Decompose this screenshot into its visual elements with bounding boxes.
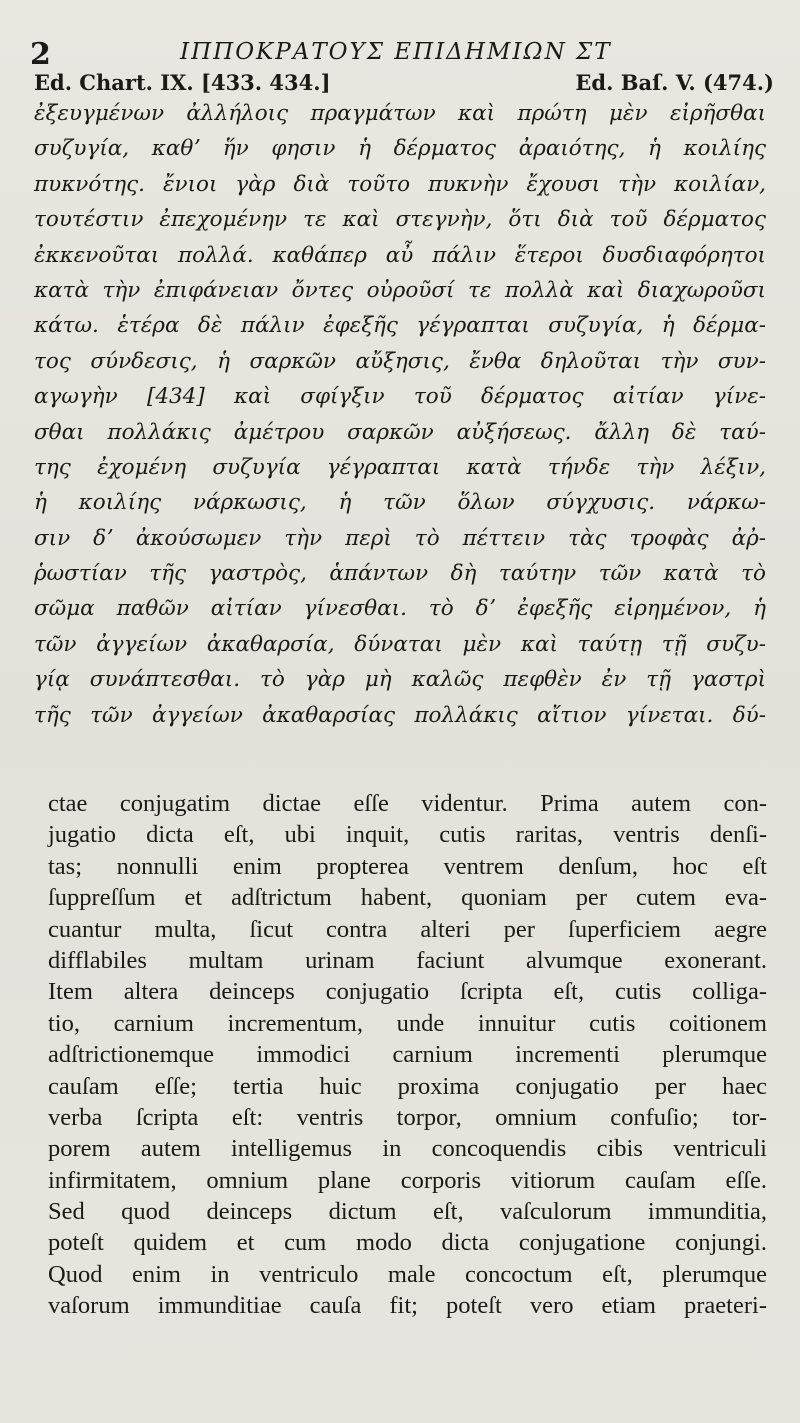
greek-text-line: πυκνότης. ἔνιοι γὰρ διὰ τοῦτο πυκνὴν ἔχουσι τὴν κοιλίαν, (34, 171, 766, 197)
latin-text-line: verba ſcripta eſt: ventris torpor, omnium confuſio; tor- (48, 1103, 767, 1131)
edition-chartier-reference: Ed. Chart. IX. [433. 434.] (34, 70, 331, 95)
edition-line (34, 70, 774, 98)
greek-text-line: της ἐχομένη συζυγία γέγραπται κατὰ τήνδε τὴν λέξιν, (34, 454, 766, 480)
latin-text-line: cuantur multa, ſicut contra alteri per ſuperficiem aegre (48, 915, 767, 943)
greek-text-line: τος σύνδεσις, ἡ σαρκῶν αὔξησις, ἔνθα δηλοῦται τὴν συν- (34, 348, 766, 374)
greek-text-line: σθαι πολλάκις ἀμέτρου σαρκῶν αὐξήσεως. ἄλλη δὲ ταύ- (34, 419, 766, 445)
latin-text-line: difflabiles multam urinam faciunt alvumque exonerant. (48, 946, 767, 974)
greek-text-line: αγωγὴν [434] καὶ σφίγξιν τοῦ δέρματος αἰτίαν γίνε- (34, 384, 766, 410)
latin-text-line: infirmitatem, omnium plane corporis vitiorum cauſam eſſe. (48, 1166, 767, 1194)
latin-text-line: ctae conjugatim dictae eſſe videntur. Prima autem con- (48, 790, 767, 817)
greek-text-line: ἐξευγμένων ἀλλήλοις πραγμάτων καὶ πρώτη μὲν εἰρῆσθαι (34, 101, 766, 126)
greek-text-line: κάτω. ἑτέρα δὲ πάλιν ἐφεξῆς γέγραπται συζυγία, ἡ δέρμα- (34, 313, 766, 339)
latin-text-line: adſtrictionemque immodici carnium incrementi plerumque (48, 1041, 767, 1069)
greek-text-line: τῶν ἀγγείων ἀκαθαρσία, δύναται μὲν καὶ ταύτῃ τῇ συζυ- (34, 631, 766, 657)
greek-text-line: συζυγία, καθʼ ἥν φησιν ἡ δέρματος ἀραιότης, ἡ κοιλίης (34, 136, 766, 162)
greek-text-line: κατὰ τὴν ἐπιφάνειαν ὄντες οὐροῦσί τε πολλὰ καὶ διαχωροῦσι (34, 277, 766, 303)
running-head-title: ΙΠΠΟΚΡΑΤΟΥΣ ΕΠΙΔΗΜΙΩΝ ΣΤ (180, 39, 612, 65)
greek-text-line: ἐκκενοῦται πολλά. καθάπερ αὖ πάλιν ἕτεροι δυσδιαφόρητοι (34, 242, 766, 268)
latin-text-block (48, 788, 767, 1322)
latin-text-line: porem autem intelligemus in concoquendis cibis ventriculi (48, 1135, 767, 1163)
latin-text-line: Quod enim in ventriculo male concoctum eſt, plerumque (48, 1260, 767, 1288)
latin-text-line: tas; nonnulli enim propterea ventrem denſum, hoc eſt (48, 852, 767, 880)
greek-text-line: σῶμα παθῶν αἰτίαν γίνεσθαι. τὸ δʼ ἐφεξῆς εἰρημένον, ἡ (34, 596, 766, 622)
latin-text-line: tio, carnium incrementum, unde innuitur cutis coitionem (48, 1009, 767, 1037)
latin-text-line: ſuppreſſum et adſtrictum habent, quoniam per cutem eva- (48, 884, 767, 912)
edition-basel-reference: Ed. Baſ. V. (474.) (575, 70, 774, 95)
latin-text-line: poteſt quidem et cum modo dicta conjugatione conjungi. (48, 1229, 767, 1257)
running-head (30, 33, 780, 73)
greek-text-line: ῥωστίαν τῆς γαστρὸς, ἁπάντων δὴ ταύτην τῶν κατὰ τὸ (34, 561, 766, 587)
greek-text-block (34, 96, 766, 733)
latin-text-line: cauſam eſſe; tertia huic proxima conjugatio per haec (48, 1072, 767, 1100)
latin-text-line: Item altera deinceps conjugatio ſcripta eſt, cutis colliga- (48, 978, 767, 1006)
page-number: 2 (30, 37, 51, 72)
greek-text-line: σιν δʼ ἀκούσωμεν τὴν περὶ τὸ πέττειν τὰς τροφὰς ἀῤ- (34, 525, 766, 551)
latin-text-line: Sed quod deinceps dictum eſt, vaſculorum immunditia, (48, 1198, 767, 1226)
latin-text-line: vaſorum immunditiae cauſa fit; poteſt vero etiam praeteri- (48, 1292, 767, 1320)
greek-text-line: γίᾳ συνάπτεσθαι. τὸ γὰρ μὴ καλῶς πεφθὲν ἐν τῇ γαστρὶ (34, 667, 766, 693)
greek-text-line: τουτέστιν ἐπεχομένην τε καὶ στεγνὴν, ὅτι διὰ τοῦ δέρματος (34, 207, 766, 233)
greek-text-line: τῆς τῶν ἀγγείων ἀκαθαρσίας πολλάκις αἴτιον γίνεται. δύ- (34, 702, 766, 728)
greek-text-line: ἡ κοιλίης νάρκωσις, ἡ τῶν ὅλων σύγχυσις. νάρκω- (34, 490, 766, 516)
latin-text-line: jugatio dicta eſt, ubi inquit, cutis raritas, ventris denſi- (48, 821, 767, 849)
